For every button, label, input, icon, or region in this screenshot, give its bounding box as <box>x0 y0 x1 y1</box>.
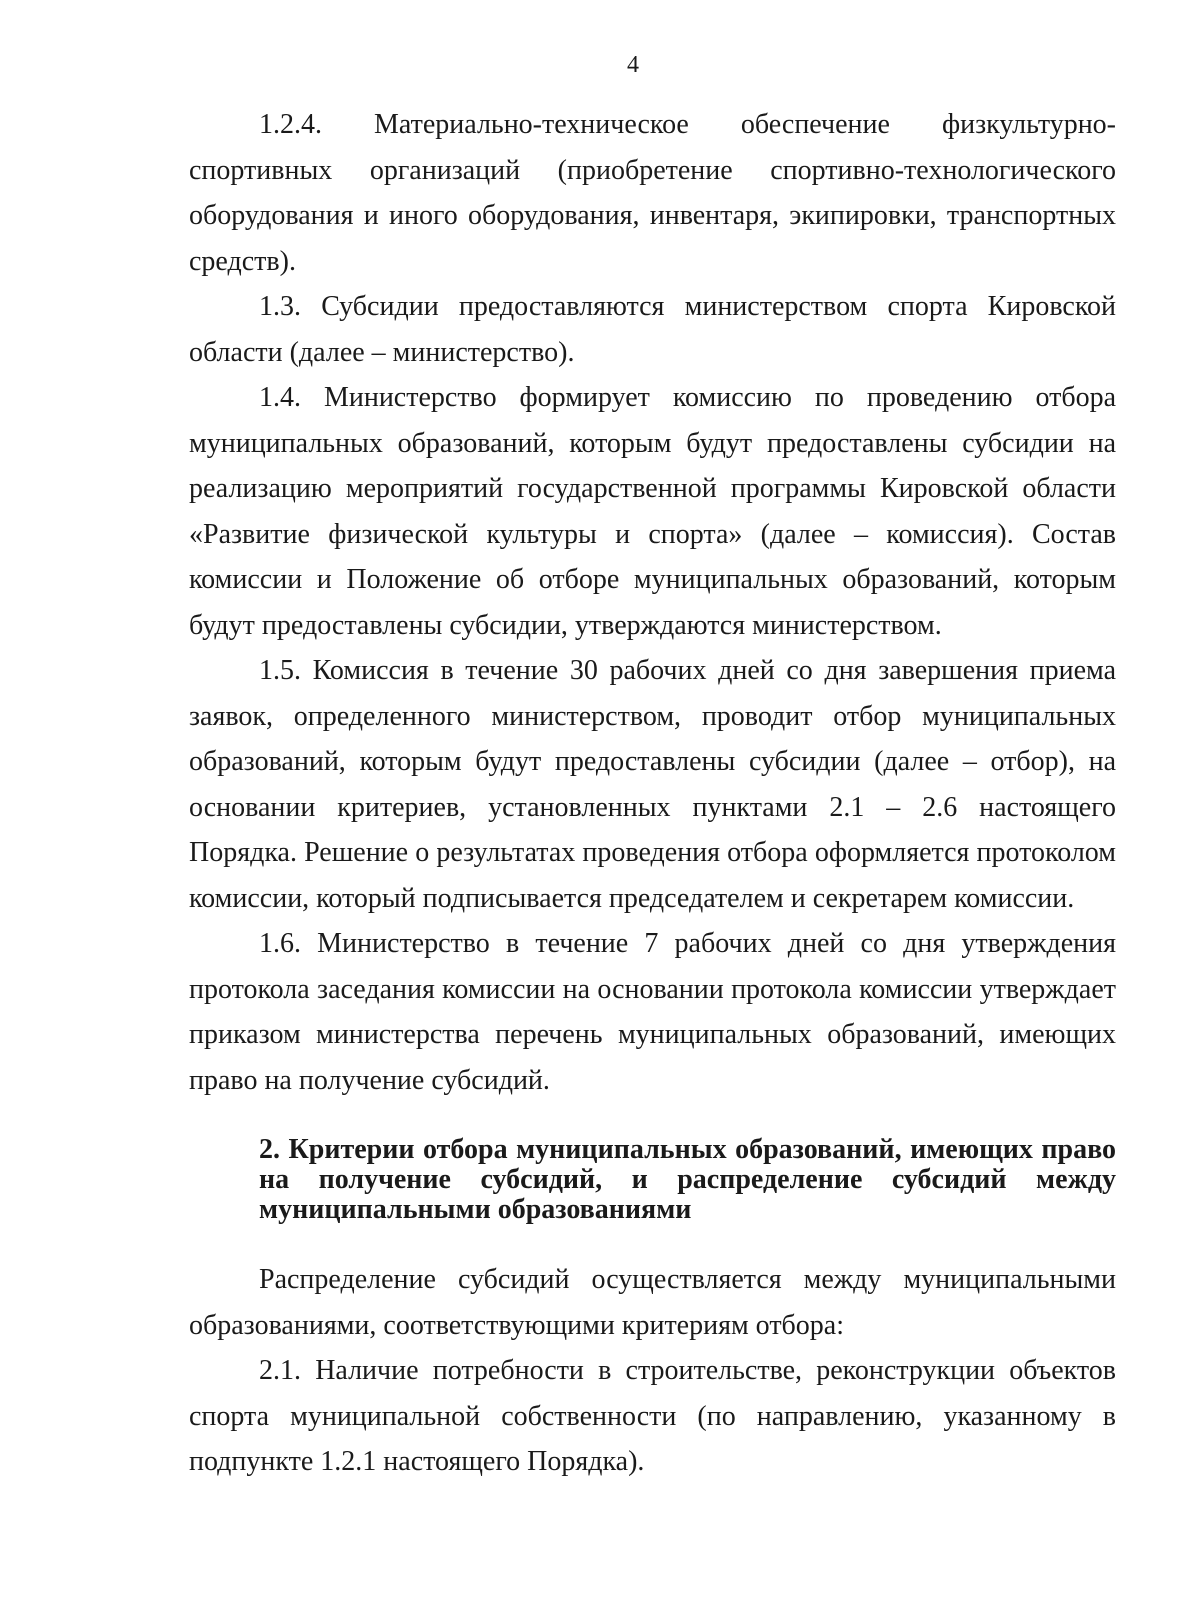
page-number: 4 <box>627 52 639 78</box>
paragraph-section-2-intro: Распределение субсидий осуществляется между муниципальными образованиями, соответствующими критериям отбора: <box>189 1264 1116 1341</box>
paragraph-1-5: 1.5. Комиссия в течение 30 рабочих дней со дня завершения приема заявок, определенного министерством, проводит отбор муниципальных образований, которым будут предоставлены субсидии (далее – отбор), на основании критериев, установленных пунктами 2.1 – 2.6 настоящего Порядка. Решение о результатах проведения отбора оформляется протоколом комиссии, который подписывается председателем и секретарем комиссии. <box>189 655 1116 914</box>
section-2-heading: 2. Критерии отбора муниципальных образований, имеющих право на получение субсидий, и распределение субсидий между муниципальными образованиями <box>259 1134 1116 1225</box>
paragraph-1-3: 1.3. Субсидии предоставляются министерством спорта Кировской области (далее – министерство). <box>189 291 1116 368</box>
paragraph-1-6: 1.6. Министерство в течение 7 рабочих дней со дня утверждения протокола заседания комиссии на основании протокола комиссии утверждает приказом министерства перечень муниципальных образований, имеющих право на получение субсидий. <box>189 928 1116 1096</box>
paragraph-1-4: 1.4. Министерство формирует комиссию по проведению отбора муниципальных образований, которым будут предоставлены субсидии на реализацию мероприятий государственной программы Кировской области «Развитие физической культуры и спорта» (далее – комиссия). Состав комиссии и Положение об отборе муниципальных образований, которым будут предоставлены субсидии, утверждаются министерством. <box>189 382 1116 641</box>
paragraph-2-1: 2.1. Наличие потребности в строительстве, реконструкции объектов спорта муниципальной собственности (по направлению, указанному в подпункте 1.2.1 настоящего Порядка). <box>189 1355 1116 1477</box>
document-body <box>189 102 1116 1485</box>
paragraph-1-2-4: 1.2.4. Материально-техническое обеспечение физкультурно-спортивных организаций (приобретение спортивно-технологического оборудования и иного оборудования, инвентаря, экипировки, транспортных средств). <box>189 109 1116 277</box>
